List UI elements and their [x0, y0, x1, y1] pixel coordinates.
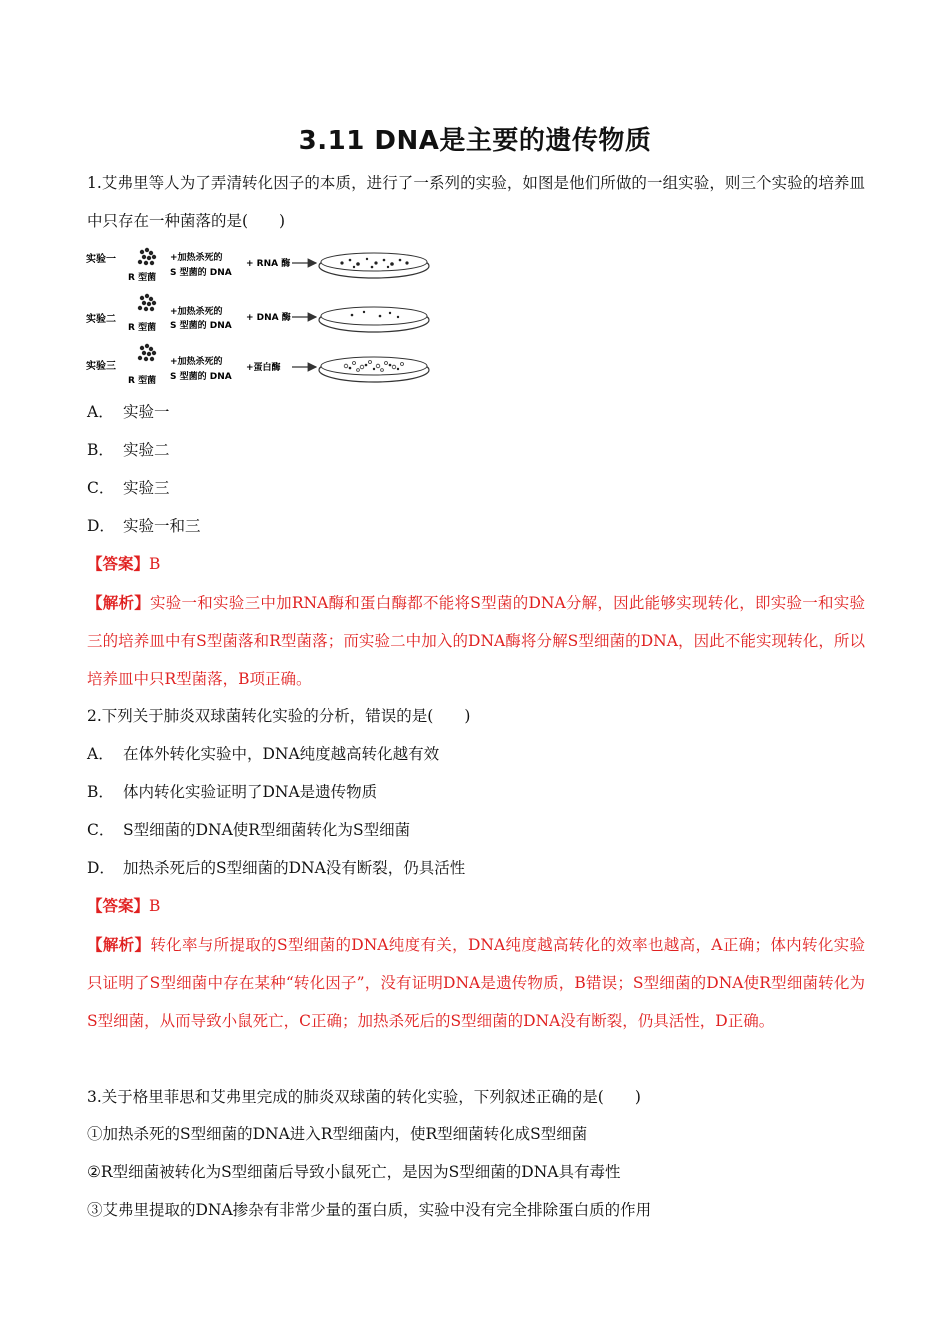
question-3-stem: 3.关于格里菲思和艾弗里完成的肺炎双球菌的转化实验，下列叙述正确的是( ): [87, 1088, 641, 1106]
question-2-analysis: 【解析】转化率与所提取的S型细菌的DNA纯度有关，DNA纯度越高转化的效率也越高，A正确；体内转化实验只证明了S型细菌中存在某种“转化因子”，没有证明DNA是遗传物质，B错误；S型细菌的DNA使R型细菌转化为S型细菌，从而导致小鼠死亡，C正确；加热杀死后的S型细菌的DNA没有断裂，仍具活性，D正确。: [87, 935, 865, 1030]
row-1-add2: S 型菌的 DNA: [170, 268, 232, 278]
bacteria-cluster-icon: [138, 294, 156, 311]
question-1-analysis: 【解析】实验一和实验三中加RNA酶和蛋白酶都不能将S型菌的DNA分解，因此能够实现转化，即实验一和实验三的培养皿中有S型菌落和R型菌落；而实验二中加入的DNA酶将分解S型细菌的DNA，因此不能实现转化，所以培养皿中只R型菌落，B项正确。: [87, 593, 865, 688]
row-2-add1: +加热杀死的: [170, 307, 223, 317]
bacteria-cluster-icon: [138, 344, 156, 361]
question-3-item-2: ②R型细菌被转化为S型细菌后导致小鼠死亡，是因为S型细菌的DNA具有毒性: [87, 1163, 621, 1181]
question-2-answer: 【答案】B: [87, 896, 161, 915]
petri-dish-icon: [319, 357, 429, 382]
question-2-option-c: C． S型细菌的DNA使R型细菌转化为S型细菌: [87, 821, 411, 839]
row-3-enzyme: +蛋白酶: [246, 363, 281, 373]
question-2-option-a: A． 在体外转化实验中，DNA纯度越高转化越有效: [87, 745, 440, 763]
row-1-label: 实验一: [86, 254, 116, 265]
row-1-bacteria: R 型菌: [128, 273, 157, 283]
row-1-enzyme: + RNA 酶: [246, 259, 291, 269]
experiment-row-3: [86, 344, 429, 386]
question-1-option-a: A． 实验一: [87, 403, 170, 421]
row-2-enzyme: + DNA 酶: [246, 313, 291, 323]
petri-dish-icon: [319, 307, 429, 332]
question-2-stem: 2.下列关于肺炎双球菌转化实验的分析，错误的是( ): [87, 707, 471, 725]
experiment-figure: [84, 244, 434, 392]
petri-dish-icon: [319, 253, 429, 278]
question-3-item-1: ①加热杀死的S型细菌的DNA进入R型细菌内，使R型细菌转化成S型细菌: [87, 1125, 588, 1143]
row-1-add1: +加热杀死的: [170, 253, 223, 263]
question-3-item-3: ③艾弗里提取的DNA掺杂有非常少量的蛋白质，实验中没有完全排除蛋白质的作用: [87, 1201, 652, 1219]
question-1-answer: 【答案】B: [87, 554, 161, 573]
question-1-stem: 1.艾弗里等人为了弄清转化因子的本质，进行了一系列的实验，如图是他们所做的一组实验，则三个实验的培养皿中只存在一种菌落的是( ): [87, 174, 865, 230]
question-1-option-d: D． 实验一和三: [87, 517, 201, 535]
experiment-row-1: [86, 248, 429, 283]
row-3-add2: S 型菌的 DNA: [170, 372, 232, 382]
row-3-label: 实验三: [86, 361, 116, 372]
row-2-label: 实验二: [86, 314, 116, 325]
row-2-bacteria: R 型菌: [128, 323, 157, 333]
question-1-option-b: B． 实验二: [87, 441, 170, 459]
page-title: 3.11 DNA是主要的遗传物质: [298, 126, 652, 156]
question-2-option-d: D． 加热杀死后的S型细菌的DNA没有断裂，仍具活性: [87, 859, 466, 877]
row-3-bacteria: R 型菌: [128, 376, 157, 386]
question-1-option-c: C． 实验三: [87, 479, 170, 497]
experiment-row-2: [86, 294, 429, 333]
row-2-add2: S 型菌的 DNA: [170, 321, 232, 331]
bacteria-cluster-icon: [138, 248, 156, 265]
question-2-option-b: B． 体内转化实验证明了DNA是遗传物质: [87, 783, 378, 801]
row-3-add1: +加热杀死的: [170, 357, 223, 367]
